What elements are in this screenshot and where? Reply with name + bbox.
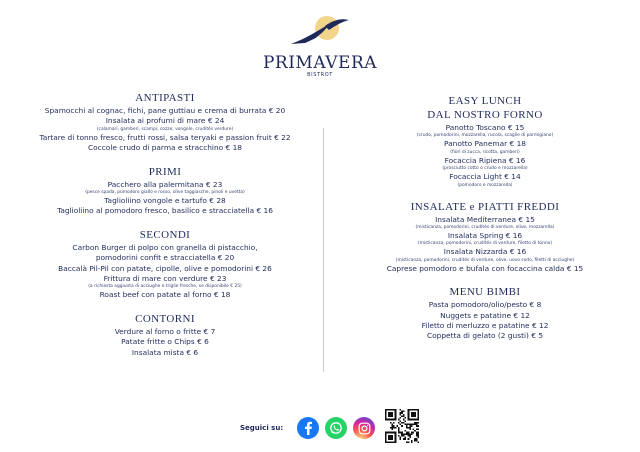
facebook-icon[interactable] bbox=[297, 417, 319, 439]
menu-item: Verdure al forno o fritte € 7 bbox=[114, 326, 216, 336]
menu-item: Insalata Mediterranea € 15 bbox=[435, 214, 535, 224]
menu-item: Focaccia Light € 14 bbox=[449, 172, 521, 182]
menu-item: Pacchero alla palermitana € 23 bbox=[107, 179, 223, 189]
item-description: (calamari, gamberi, scampi, cozze, vongole, crudités verdure) bbox=[96, 126, 234, 132]
menu-item: Baccalà Pil-Pil con patate, cipolle, olive e pomodorini € 26 bbox=[58, 263, 272, 273]
item-description: (crudo, pomodorini, mozzarella, rucola, scaglie di parmigiano) bbox=[416, 133, 554, 139]
menu-item: Taglioliino al pomodoro fresco, basilico e stracciatella € 16 bbox=[57, 206, 273, 216]
menu-item: Focaccia Ripiena € 16 bbox=[444, 155, 526, 165]
menu-item: Panotto Toscano € 15 bbox=[445, 123, 525, 132]
item-description: (misticanza, pomodorini, crudités di verdure, filetto di tonno) bbox=[417, 241, 553, 247]
menu-item: Spamocchi al cognac, fichi, pane guttiau e crema di burrata € 20 bbox=[44, 106, 286, 115]
menu-item: pomodorini confit e stracciatella € 20 bbox=[95, 253, 235, 263]
menu-item: Frittura di mare con verdure € 23 bbox=[103, 274, 227, 284]
column-divider bbox=[323, 128, 324, 372]
menu-section bbox=[20, 166, 310, 217]
menu-section bbox=[20, 229, 310, 301]
section-subtitle: DAL NOSTRO FORNO bbox=[427, 109, 543, 121]
menu-item: Insalata ai profumi di mare € 24 bbox=[105, 116, 225, 126]
menu-item: Taglioliino vongole e tartufo € 28 bbox=[104, 196, 226, 206]
menu-item: Insalata Nizzarda € 16 bbox=[443, 247, 527, 257]
menu-item: Coccole crudo di parma e stracchino € 18 bbox=[87, 143, 243, 153]
brand-subtitle: BISTROT bbox=[307, 72, 333, 78]
section-title: ANTIPASTI bbox=[135, 92, 195, 104]
item-description: (fiori di zucca, ricotta, gamberi) bbox=[450, 149, 520, 155]
menu-item: Carbon Burger di polpo con granella di pistacchio, bbox=[72, 242, 258, 252]
bird-sun-logo-icon bbox=[285, 12, 355, 48]
item-description: (misticanza, pomodorini, crudités di verdure, olive, mozzarella) bbox=[415, 225, 555, 231]
menu-item: Insalata mista € 6 bbox=[131, 347, 199, 357]
menu-section bbox=[20, 92, 310, 154]
menu-item: Roast beef con patate al forno € 18 bbox=[99, 290, 231, 300]
item-description: (pomodoro e mozzarella) bbox=[457, 182, 513, 188]
menu-item: Pasta pomodoro/olio/pesto € 8 bbox=[428, 300, 542, 310]
menu-item: Caprese pomodoro e bufala con focaccina calda € 15 bbox=[386, 263, 584, 273]
instagram-icon[interactable] bbox=[353, 417, 375, 439]
menu-section bbox=[340, 95, 630, 189]
section-title: SECONDI bbox=[139, 228, 191, 241]
section-title: EASY LUNCH bbox=[448, 95, 522, 107]
qr-code-icon[interactable] bbox=[385, 409, 419, 447]
menu-item: Filetto di merluzzo e patatine € 12 bbox=[421, 321, 549, 331]
menu-item: Tartare di tonno fresco, frutti rossi, salsa teryaki e passion fruit € 22 bbox=[39, 132, 291, 142]
item-description: (misticanza, pomodorini, crudités di verdure, olive, uovo sodo, filetti di acciughe) bbox=[395, 257, 575, 263]
footer bbox=[240, 410, 419, 446]
menu-item: Nuggets e patatine € 12 bbox=[440, 310, 530, 320]
menu-item: Panotto Panemar € 18 bbox=[444, 139, 526, 149]
right-column bbox=[340, 95, 630, 342]
follow-label: Seguici su: bbox=[240, 424, 284, 432]
item-description: (prosciutto cotto o crudo e mozzarella) bbox=[442, 166, 528, 172]
section-title: INSALATE e PIATTI FREDDI bbox=[410, 200, 560, 213]
whatsapp-icon[interactable] bbox=[325, 417, 347, 439]
section-title: MENU BIMBI bbox=[449, 286, 521, 299]
menu-item: Insalata Spring € 16 bbox=[447, 231, 523, 241]
menu-section bbox=[20, 313, 310, 358]
logo bbox=[0, 12, 640, 79]
left-column bbox=[20, 92, 310, 358]
section-title: CONTORNI bbox=[135, 312, 195, 325]
menu-section bbox=[340, 286, 630, 342]
item-description: (a richiesta aggiunta di acciughe e triglie fresche, se disponibile € 25) bbox=[88, 284, 242, 290]
item-description: (pesce spada, pomodoro giallo e rosso, olive taggiasche, pinoli e uvetta) bbox=[85, 190, 245, 196]
menu-item: Patate fritte o Chips € 6 bbox=[121, 337, 209, 347]
menu-section bbox=[340, 201, 630, 275]
section-title: PRIMI bbox=[148, 165, 182, 178]
brand-name: PRIMAVERA bbox=[262, 53, 378, 73]
menu-item: Coppetta di gelato (2 gusti) € 5 bbox=[426, 331, 544, 341]
